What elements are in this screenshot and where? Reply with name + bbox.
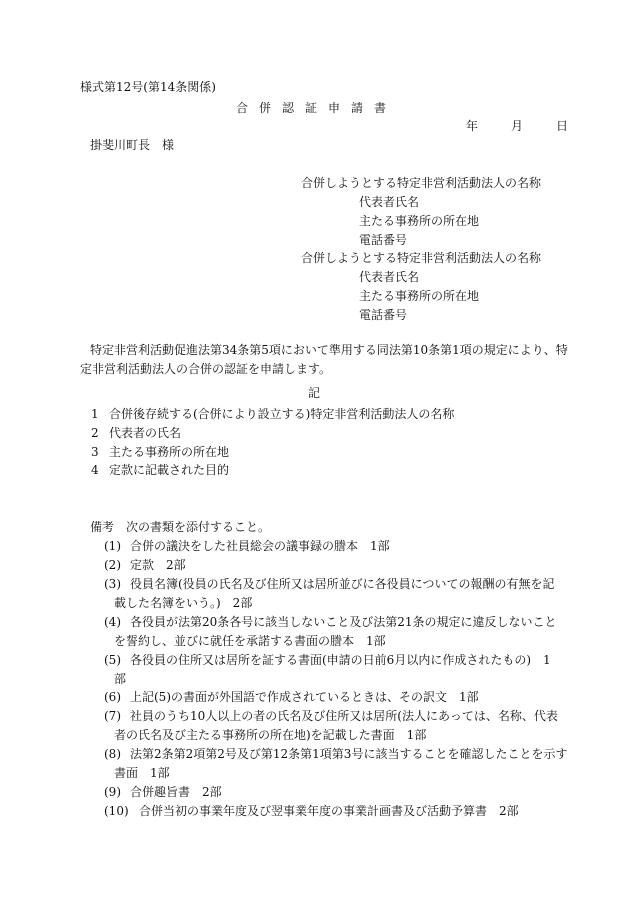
office-label: 主たる事務所の所在地 — [359, 289, 480, 303]
attachment-number: (7) — [104, 709, 121, 723]
phone-label: 電話番号 — [359, 233, 408, 247]
attachment-text-continued: 載した名簿をいう。) 2部 — [114, 596, 253, 610]
corp-name-label: 合併しようとする特定非営利活動法人の名称 — [301, 251, 542, 265]
attachment-number: (6) — [104, 690, 121, 704]
rep-name-label: 代表者氏名 — [359, 270, 420, 284]
attachment-number: (1) — [104, 539, 121, 553]
attachment-text: 法第2条第2項第2号及び第12条第1項第3号に該当することを確認したことを示す — [130, 747, 568, 761]
attachment-text: 定款 2部 — [130, 558, 186, 572]
ki-heading: 記 — [308, 386, 321, 400]
attachment-text: 合併の議決をした社員総会の議事録の謄本 1部 — [130, 539, 390, 553]
attachment-text: 社員のうち10人以上の者の氏名及び住所又は居所(法人にあっては、名称、代表 — [130, 709, 558, 723]
addressee: 掛斐川町長 様 — [90, 138, 175, 152]
list-item-text: 主たる事務所の所在地 — [109, 445, 230, 459]
body-paragraph-line-1: 特定非営利活動促進法第34条第5項において準用する同法第10条第1項の規定により、特 — [90, 343, 568, 357]
remarks-header: 備考 次の書類を添付すること。 — [90, 520, 271, 534]
list-item-number: 3 — [91, 445, 99, 459]
attachment-text: 合併趣旨書 2部 — [130, 785, 222, 799]
date-day: 日 — [556, 119, 569, 133]
attachment-number: (10) — [104, 804, 129, 818]
attachment-text: 各役員が法第20条各号に該当しないこと及び法第21条の規定に違反しないこと — [130, 615, 557, 629]
list-item-number: 4 — [91, 463, 99, 477]
attachment-number: (5) — [104, 653, 121, 667]
list-item-text: 合併後存続する(合併により設立する)特定非営利活動法人の名称 — [109, 407, 455, 421]
attachment-text: 役員名簿(役員の氏名及び住所又は居所並びに各役員についての報酬の有無を記 — [130, 577, 555, 591]
attachment-text: 各役員の住所又は居所を証する書面(申請の日前6月以内に作成されたもの) 1 — [130, 653, 551, 667]
attachment-text-continued: 者の氏名及び主たる事務所の所在地)を記載した書面 1部 — [114, 728, 427, 742]
attachment-text: 上記(5)の書面が外国語で作成されているときは、その訳文 1部 — [130, 690, 479, 704]
page-title: 合併認証申請書 — [236, 101, 398, 115]
list-item-text: 代表者の氏名 — [109, 426, 182, 440]
attachment-number: (8) — [104, 747, 121, 761]
form-number: 様式第12号(第14条関係) — [80, 80, 216, 94]
attachment-text-continued: 書面 1部 — [114, 766, 170, 780]
attachment-number: (2) — [104, 558, 121, 572]
rep-name-label: 代表者氏名 — [359, 195, 420, 209]
date-line — [466, 119, 568, 134]
date-month: 月 — [511, 119, 524, 133]
attachment-number: (9) — [104, 785, 121, 799]
list-item-number: 2 — [91, 426, 99, 440]
list-item-text: 定款に記載された目的 — [109, 463, 230, 477]
body-paragraph-line-2: 定非営利活動法人の合併の認証を申請します。 — [80, 362, 332, 376]
phone-label: 電話番号 — [359, 308, 408, 322]
attachment-text: 合併当初の事業年度及び翌事業年度の事業計画書及び活動予算書 2部 — [139, 804, 519, 818]
office-label: 主たる事務所の所在地 — [359, 214, 480, 228]
corp-name-label: 合併しようとする特定非営利活動法人の名称 — [301, 176, 542, 190]
attachment-number: (4) — [104, 615, 121, 629]
date-year: 年 — [466, 119, 479, 133]
list-item-number: 1 — [91, 407, 99, 421]
attachment-text-continued: を誓約し、並びに就任を承諾する書面の謄本 1部 — [114, 634, 386, 648]
attachment-text-continued: 部 — [114, 672, 127, 686]
attachment-number: (3) — [104, 577, 121, 591]
